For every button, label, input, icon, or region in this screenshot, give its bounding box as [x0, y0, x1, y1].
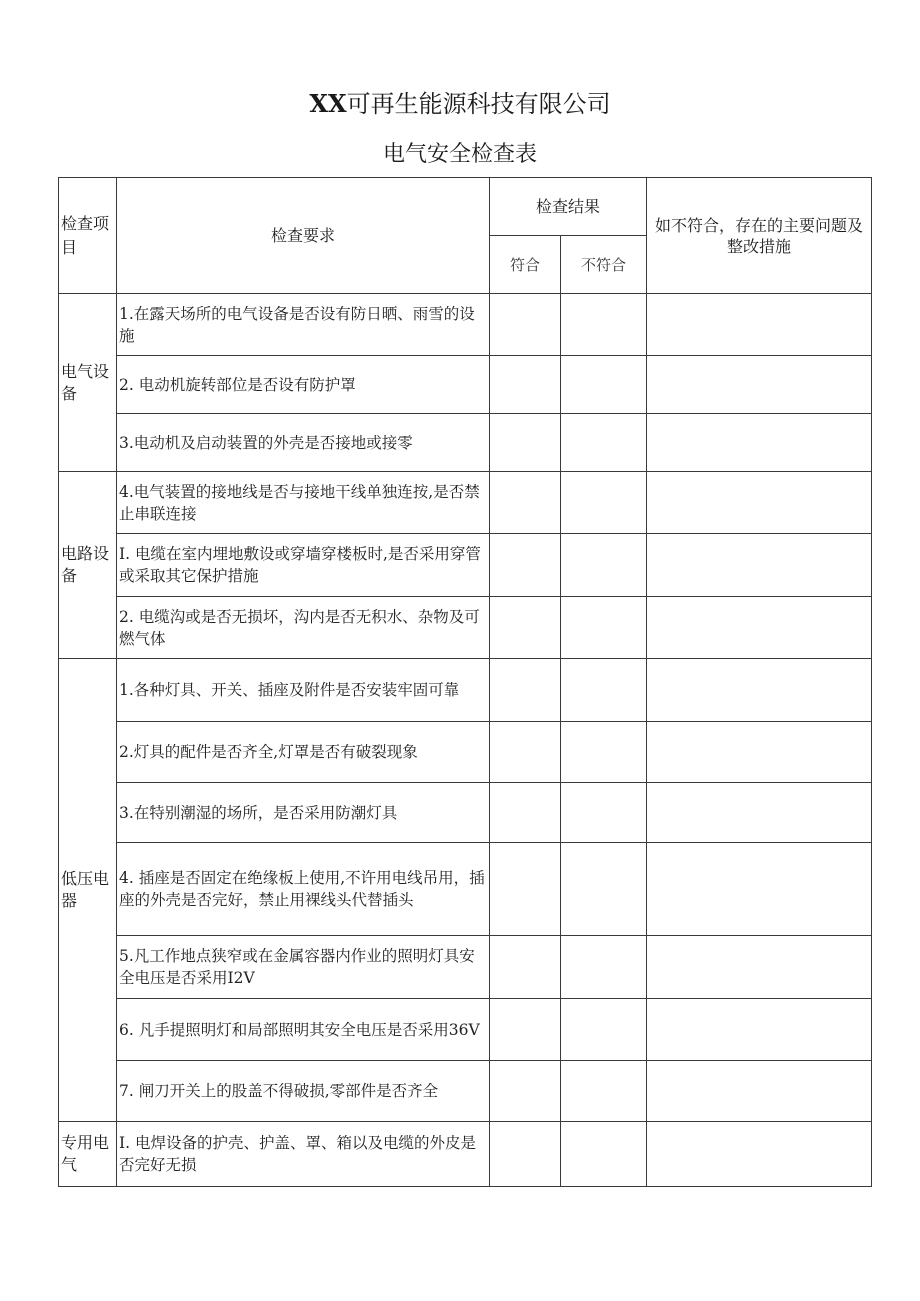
requirement-cell: 3.在特别潮湿的场所，是否采用防潮灯具 [117, 783, 490, 843]
pass-check-cell[interactable] [490, 534, 561, 597]
fail-check-cell[interactable] [561, 294, 647, 356]
header-fail: 不符合 [561, 236, 647, 294]
inspection-table [58, 177, 872, 1187]
form-title: 电气安全检查表 [382, 142, 537, 167]
fail-check-cell[interactable] [561, 534, 647, 597]
fail-check-cell[interactable] [561, 472, 647, 534]
table-row [59, 783, 872, 843]
remark-cell[interactable] [647, 783, 872, 843]
category-cell: 专用电气 [59, 1122, 117, 1187]
table-row [59, 472, 872, 534]
table-row [59, 722, 872, 783]
table-row [59, 414, 872, 472]
pass-check-cell[interactable] [490, 1122, 561, 1187]
requirement-cell: 4.电气装置的接地线是否与接地干线单独连按,是否禁止串联连接 [117, 472, 490, 534]
company-name-text: 可再生能源科技有限公司 [346, 90, 611, 118]
requirement-cell: 2. 电缆沟或是否无损坏，沟内是否无积水、杂物及可燃气体 [117, 597, 490, 659]
remark-cell[interactable] [647, 534, 872, 597]
requirement-cell: 5.凡工作地点狭窄或在金属容器内作业的照明灯具安全电压是否采用I2V [117, 936, 490, 999]
requirement-cell: 3.电动机及启动装置的外壳是否接地或接零 [117, 414, 490, 472]
remark-cell[interactable] [647, 843, 872, 936]
table-row [59, 356, 872, 414]
remark-cell[interactable] [647, 659, 872, 722]
remark-cell[interactable] [647, 936, 872, 999]
remark-cell[interactable] [647, 472, 872, 534]
requirement-cell: I. 电焊设备的护壳、护盖、罩、箱以及电缆的外皮是否完好无损 [117, 1122, 490, 1187]
fail-check-cell[interactable] [561, 414, 647, 472]
table-row [59, 294, 872, 356]
fail-check-cell[interactable] [561, 659, 647, 722]
requirement-cell: 4. 插座是否固定在绝缘板上使用,不许用电线吊用，插座的外壳是否完好，禁止用裸线头代替插头 [117, 843, 490, 936]
pass-check-cell[interactable] [490, 999, 561, 1061]
requirement-cell: 1.在露天场所的电气设备是否设有防日晒、雨雪的设施 [117, 294, 490, 356]
requirement-cell: I. 电缆在室内埋地敷设或穿墙穿楼板时,是否采用穿管或采取其它保护措施 [117, 534, 490, 597]
fail-check-cell[interactable] [561, 936, 647, 999]
table-row [59, 659, 872, 722]
pass-check-cell[interactable] [490, 843, 561, 936]
pass-check-cell[interactable] [490, 783, 561, 843]
pass-check-cell[interactable] [490, 414, 561, 472]
company-prefix: XX [309, 89, 347, 118]
remark-cell[interactable] [647, 414, 872, 472]
fail-check-cell[interactable] [561, 356, 647, 414]
table-row [59, 999, 872, 1061]
pass-check-cell[interactable] [490, 936, 561, 999]
category-cell: 低压电器 [59, 659, 117, 1122]
header-pass: 符合 [490, 236, 561, 294]
fail-check-cell[interactable] [561, 597, 647, 659]
fail-check-cell[interactable] [561, 1122, 647, 1187]
requirement-cell: 2. 电动机旋转部位是否设有防护罩 [117, 356, 490, 414]
requirement-cell: 2.灯具的配件是否齐全,灯罩是否有破裂现象 [117, 722, 490, 783]
remark-cell[interactable] [647, 356, 872, 414]
pass-check-cell[interactable] [490, 356, 561, 414]
table-row [59, 843, 872, 936]
pass-check-cell[interactable] [490, 472, 561, 534]
fail-check-cell[interactable] [561, 722, 647, 783]
table-row [59, 936, 872, 999]
remark-cell[interactable] [647, 999, 872, 1061]
header-requirement: 检查要求 [117, 178, 490, 294]
table-row [59, 534, 872, 597]
table-row [59, 597, 872, 659]
fail-check-cell[interactable] [561, 999, 647, 1061]
header-result: 检查结果 [490, 178, 647, 236]
header-remark: 如不符合，存在的主要问题及整改措施 [647, 178, 872, 294]
remark-cell[interactable] [647, 294, 872, 356]
remark-cell[interactable] [647, 1122, 872, 1187]
requirement-cell: 6. 凡手提照明灯和局部照明其安全电压是否采用36V [117, 999, 490, 1061]
pass-check-cell[interactable] [490, 1061, 561, 1122]
pass-check-cell[interactable] [490, 722, 561, 783]
requirement-cell: 1.各种灯具、开关、插座及附件是否安装牢固可靠 [117, 659, 490, 722]
table-row [59, 1061, 872, 1122]
category-cell: 电气设备 [59, 294, 117, 472]
fail-check-cell[interactable] [561, 783, 647, 843]
pass-check-cell[interactable] [490, 597, 561, 659]
pass-check-cell[interactable] [490, 659, 561, 722]
requirement-cell: 7. 闸刀开关上的股盖不得破损,零部件是否齐全 [117, 1061, 490, 1122]
remark-cell[interactable] [647, 597, 872, 659]
table-row [59, 1122, 872, 1187]
fail-check-cell[interactable] [561, 843, 647, 936]
remark-cell[interactable] [647, 722, 872, 783]
fail-check-cell[interactable] [561, 1061, 647, 1122]
pass-check-cell[interactable] [490, 294, 561, 356]
header-category: 检查项目 [59, 178, 117, 294]
category-cell: 电路设备 [59, 472, 117, 659]
company-name [0, 86, 920, 122]
remark-cell[interactable] [647, 1061, 872, 1122]
